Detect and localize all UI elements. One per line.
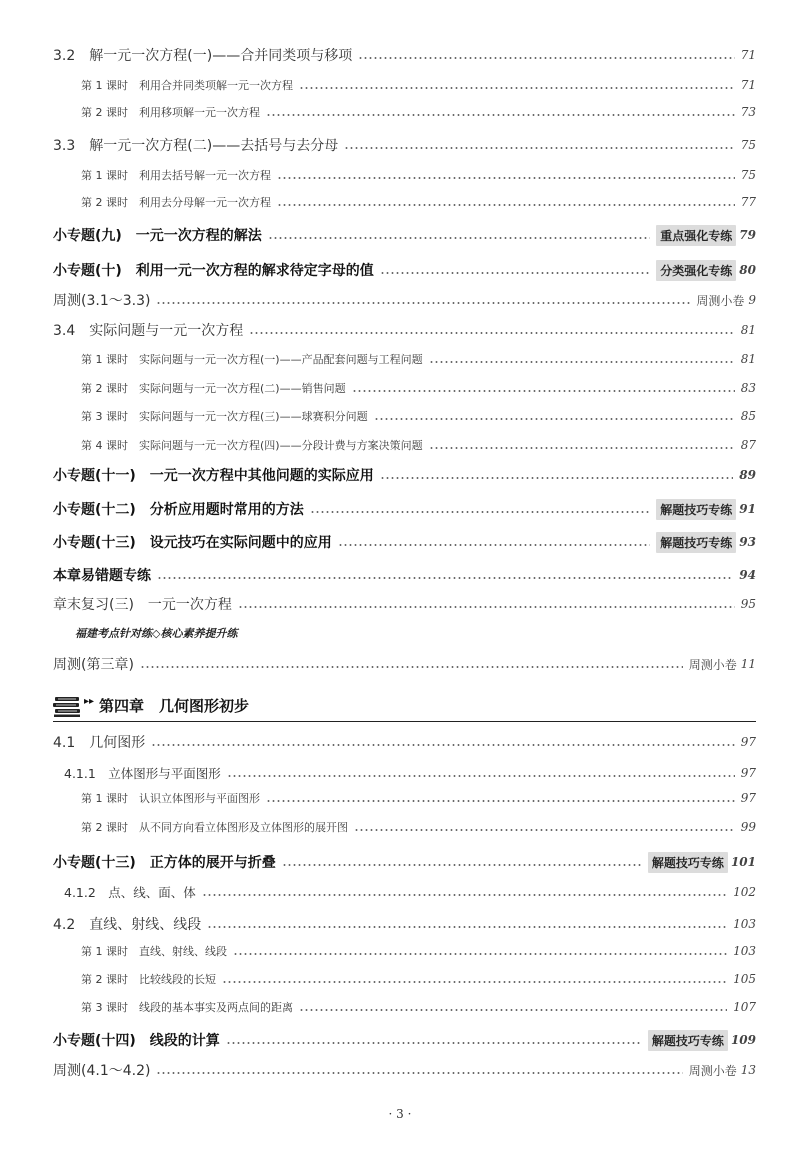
toc-entry [81, 942, 756, 960]
dot-leader [268, 237, 650, 239]
dot-leader [429, 447, 735, 449]
toc-entry [81, 379, 756, 397]
dot-leader [266, 114, 735, 116]
double-arrow-icon: ▸▸ [84, 696, 95, 707]
practice-tag: 分类强化专练 [656, 260, 736, 281]
dot-leader [354, 829, 735, 831]
page-ref: 79 [739, 228, 756, 242]
entry-label: 第 1 课时 实际问题与一元一次方程(一)——产品配套问题与工程问题 [81, 353, 423, 366]
dot-leader [157, 577, 733, 579]
entry-label: 周测(3.1～3.3) [53, 293, 151, 309]
entry-label: 章末复习(三) 一元一次方程 [53, 597, 232, 613]
practice-tag: 解题技巧专练 [648, 1030, 728, 1051]
dot-leader [249, 332, 734, 334]
page-prefix: 周测小卷 [696, 293, 745, 308]
page-ref: 81 [740, 352, 756, 366]
dot-leader [226, 1042, 642, 1044]
page-ref: 105 [733, 972, 756, 986]
toc-entry [53, 45, 756, 65]
page-ref: 97 [740, 791, 756, 805]
book-stack-icon [53, 694, 81, 718]
toc-entry [81, 789, 756, 807]
dot-leader [299, 1009, 727, 1011]
toc-entry [53, 594, 756, 614]
dot-leader [380, 272, 650, 274]
page-ref: 102 [733, 885, 756, 899]
chapter-header [53, 692, 756, 722]
toc-entry [53, 290, 756, 310]
entry-label: 本章易错题专练 [53, 568, 151, 584]
dot-leader [202, 894, 727, 896]
entry-label: 第 2 课时 比较线段的长短 [81, 973, 216, 986]
entry-label: 第 1 课时 利用去括号解一元一次方程 [81, 169, 271, 182]
page-ref: 91 [739, 502, 756, 516]
toc-entry [53, 732, 756, 752]
dot-leader [310, 511, 650, 513]
dot-leader [277, 177, 735, 179]
dot-leader [352, 390, 735, 392]
entry-label: 4.2 直线、射线、线段 [53, 917, 202, 933]
dot-leader [429, 361, 735, 363]
page-ref: 11 [740, 657, 756, 671]
practice-tag: 重点强化专练 [656, 225, 736, 246]
page-ref: 75 [740, 168, 756, 182]
entry-label: 小专题(九) 一元一次方程的解法 [53, 228, 262, 244]
entry-label: 第 1 课时 直线、射线、线段 [81, 945, 227, 958]
toc-entry [81, 103, 756, 121]
toc-entry [81, 166, 756, 184]
page-ref: 87 [740, 438, 756, 452]
entry-label: 福建考点针对练◇核心素养提升练 [75, 627, 238, 640]
dot-leader [207, 926, 727, 928]
practice-tag: 解题技巧专练 [648, 852, 728, 873]
toc-entry [64, 882, 756, 902]
dot-leader [227, 775, 735, 777]
dot-leader [140, 666, 683, 668]
entry-label: 第 2 课时 从不同方向看立体图形及立体图形的展开图 [81, 821, 348, 834]
page-ref: 95 [740, 597, 756, 611]
page-ref: 71 [740, 78, 756, 92]
entry-label: 第 3 课时 实际问题与一元一次方程(三)——球赛积分问题 [81, 410, 368, 423]
dot-leader [277, 204, 735, 206]
entry-label: 4.1.1 立体图形与平面图形 [64, 766, 221, 781]
entry-label: 3.4 实际问题与一元一次方程 [53, 323, 244, 339]
entry-label: 3.3 解一元一次方程(二)——去括号与去分母 [53, 138, 339, 154]
dot-leader [222, 981, 727, 983]
entry-label: 周测(第三章) [53, 657, 134, 673]
page-ref: 93 [739, 535, 756, 549]
entry-label: 小专题(十二) 分析应用题时常用的方法 [53, 502, 304, 518]
toc-entry [53, 654, 756, 674]
toc-entry [53, 851, 756, 873]
entry-label: 第 3 课时 线段的基本事实及两点间的距离 [81, 1001, 293, 1014]
dot-leader [358, 57, 735, 59]
dot-leader [233, 953, 727, 955]
page-ref: 85 [740, 409, 756, 423]
dot-leader [238, 606, 735, 608]
toc-entry [64, 763, 756, 783]
chapter-title: 第四章 几何图形初步 [99, 697, 250, 715]
toc-entry [53, 914, 756, 934]
toc-entry [81, 193, 756, 211]
toc-entry [53, 531, 756, 553]
toc-entry [81, 436, 756, 454]
toc-entry [81, 970, 756, 988]
page-ref: 83 [740, 381, 756, 395]
practice-tag: 解题技巧专练 [656, 499, 736, 520]
entry-label: 小专题(十三) 正方体的展开与折叠 [53, 855, 276, 871]
page-ref: 103 [733, 917, 756, 931]
page-ref: 73 [740, 105, 756, 119]
page-prefix: 周测小卷 [688, 1063, 737, 1078]
page-ref: 109 [730, 1033, 756, 1047]
entry-label: 第 2 课时 利用移项解一元一次方程 [81, 106, 260, 119]
entry-label: 第 1 课时 利用合并同类项解一元一次方程 [81, 79, 293, 92]
toc-entry [53, 320, 756, 340]
page-ref: 103 [733, 944, 756, 958]
page-ref: 80 [739, 263, 756, 277]
toc-entry [53, 564, 756, 586]
page-ref: 75 [740, 138, 756, 152]
page-ref: 101 [730, 855, 756, 869]
page-ref: 81 [740, 323, 756, 337]
entry-label: 周测(4.1～4.2) [53, 1063, 151, 1079]
page-ref: 71 [740, 48, 756, 62]
entry-label: 第 2 课时 利用去分母解一元一次方程 [81, 196, 271, 209]
practice-tag: 解题技巧专练 [656, 532, 736, 553]
page-ref: 97 [740, 735, 756, 749]
toc-entry [53, 1060, 756, 1080]
dot-leader [338, 544, 650, 546]
entry-label: 3.2 解一元一次方程(一)——合并同类项与移项 [53, 48, 353, 64]
chapter-rule [53, 721, 756, 723]
dot-leader [380, 477, 734, 479]
dot-leader [282, 864, 642, 866]
toc-entry [53, 224, 756, 246]
page-prefix: 周测小卷 [688, 657, 737, 672]
toc-entry [53, 1029, 756, 1051]
toc-entry [81, 350, 756, 368]
page-ref: 99 [740, 820, 756, 834]
toc-entry [81, 76, 756, 94]
page-number: · 3 · [388, 1107, 412, 1121]
entry-label: 第 2 课时 实际问题与一元一次方程(二)——销售问题 [81, 382, 346, 395]
page-ref: 97 [740, 766, 756, 780]
page-ref: 9 [748, 293, 756, 307]
toc-entry [75, 624, 237, 642]
toc-entry [53, 135, 756, 155]
dot-leader [299, 87, 735, 89]
toc-entry [81, 818, 756, 836]
dot-leader [344, 147, 735, 149]
page-ref: 107 [733, 1000, 756, 1014]
entry-label: 小专题(十一) 一元一次方程中其他问题的实际应用 [53, 468, 374, 484]
dot-leader [151, 744, 734, 746]
entry-label: 4.1.2 点、线、面、体 [64, 885, 196, 900]
dot-leader [156, 302, 690, 304]
toc-entry [81, 998, 756, 1016]
toc-entry [53, 464, 756, 486]
toc-entry [81, 407, 756, 425]
page-ref: 89 [739, 468, 756, 482]
dot-leader [374, 418, 735, 420]
entry-label: 4.1 几何图形 [53, 735, 146, 751]
dot-leader [156, 1072, 682, 1074]
entry-label: 小专题(十四) 线段的计算 [53, 1033, 220, 1049]
toc-entry [53, 498, 756, 520]
dot-leader [266, 800, 735, 802]
entry-label: 第 4 课时 实际问题与一元一次方程(四)——分段计费与方案决策问题 [81, 439, 423, 452]
toc-entry [53, 259, 756, 281]
page-ref: 77 [740, 195, 756, 209]
page-ref: 94 [739, 568, 756, 582]
entry-label: 小专题(十) 利用一元一次方程的解求待定字母的值 [53, 263, 374, 279]
page-ref: 13 [740, 1063, 756, 1077]
entry-label: 第 1 课时 认识立体图形与平面图形 [81, 792, 260, 805]
entry-label: 小专题(十三) 设元技巧在实际问题中的应用 [53, 535, 332, 551]
